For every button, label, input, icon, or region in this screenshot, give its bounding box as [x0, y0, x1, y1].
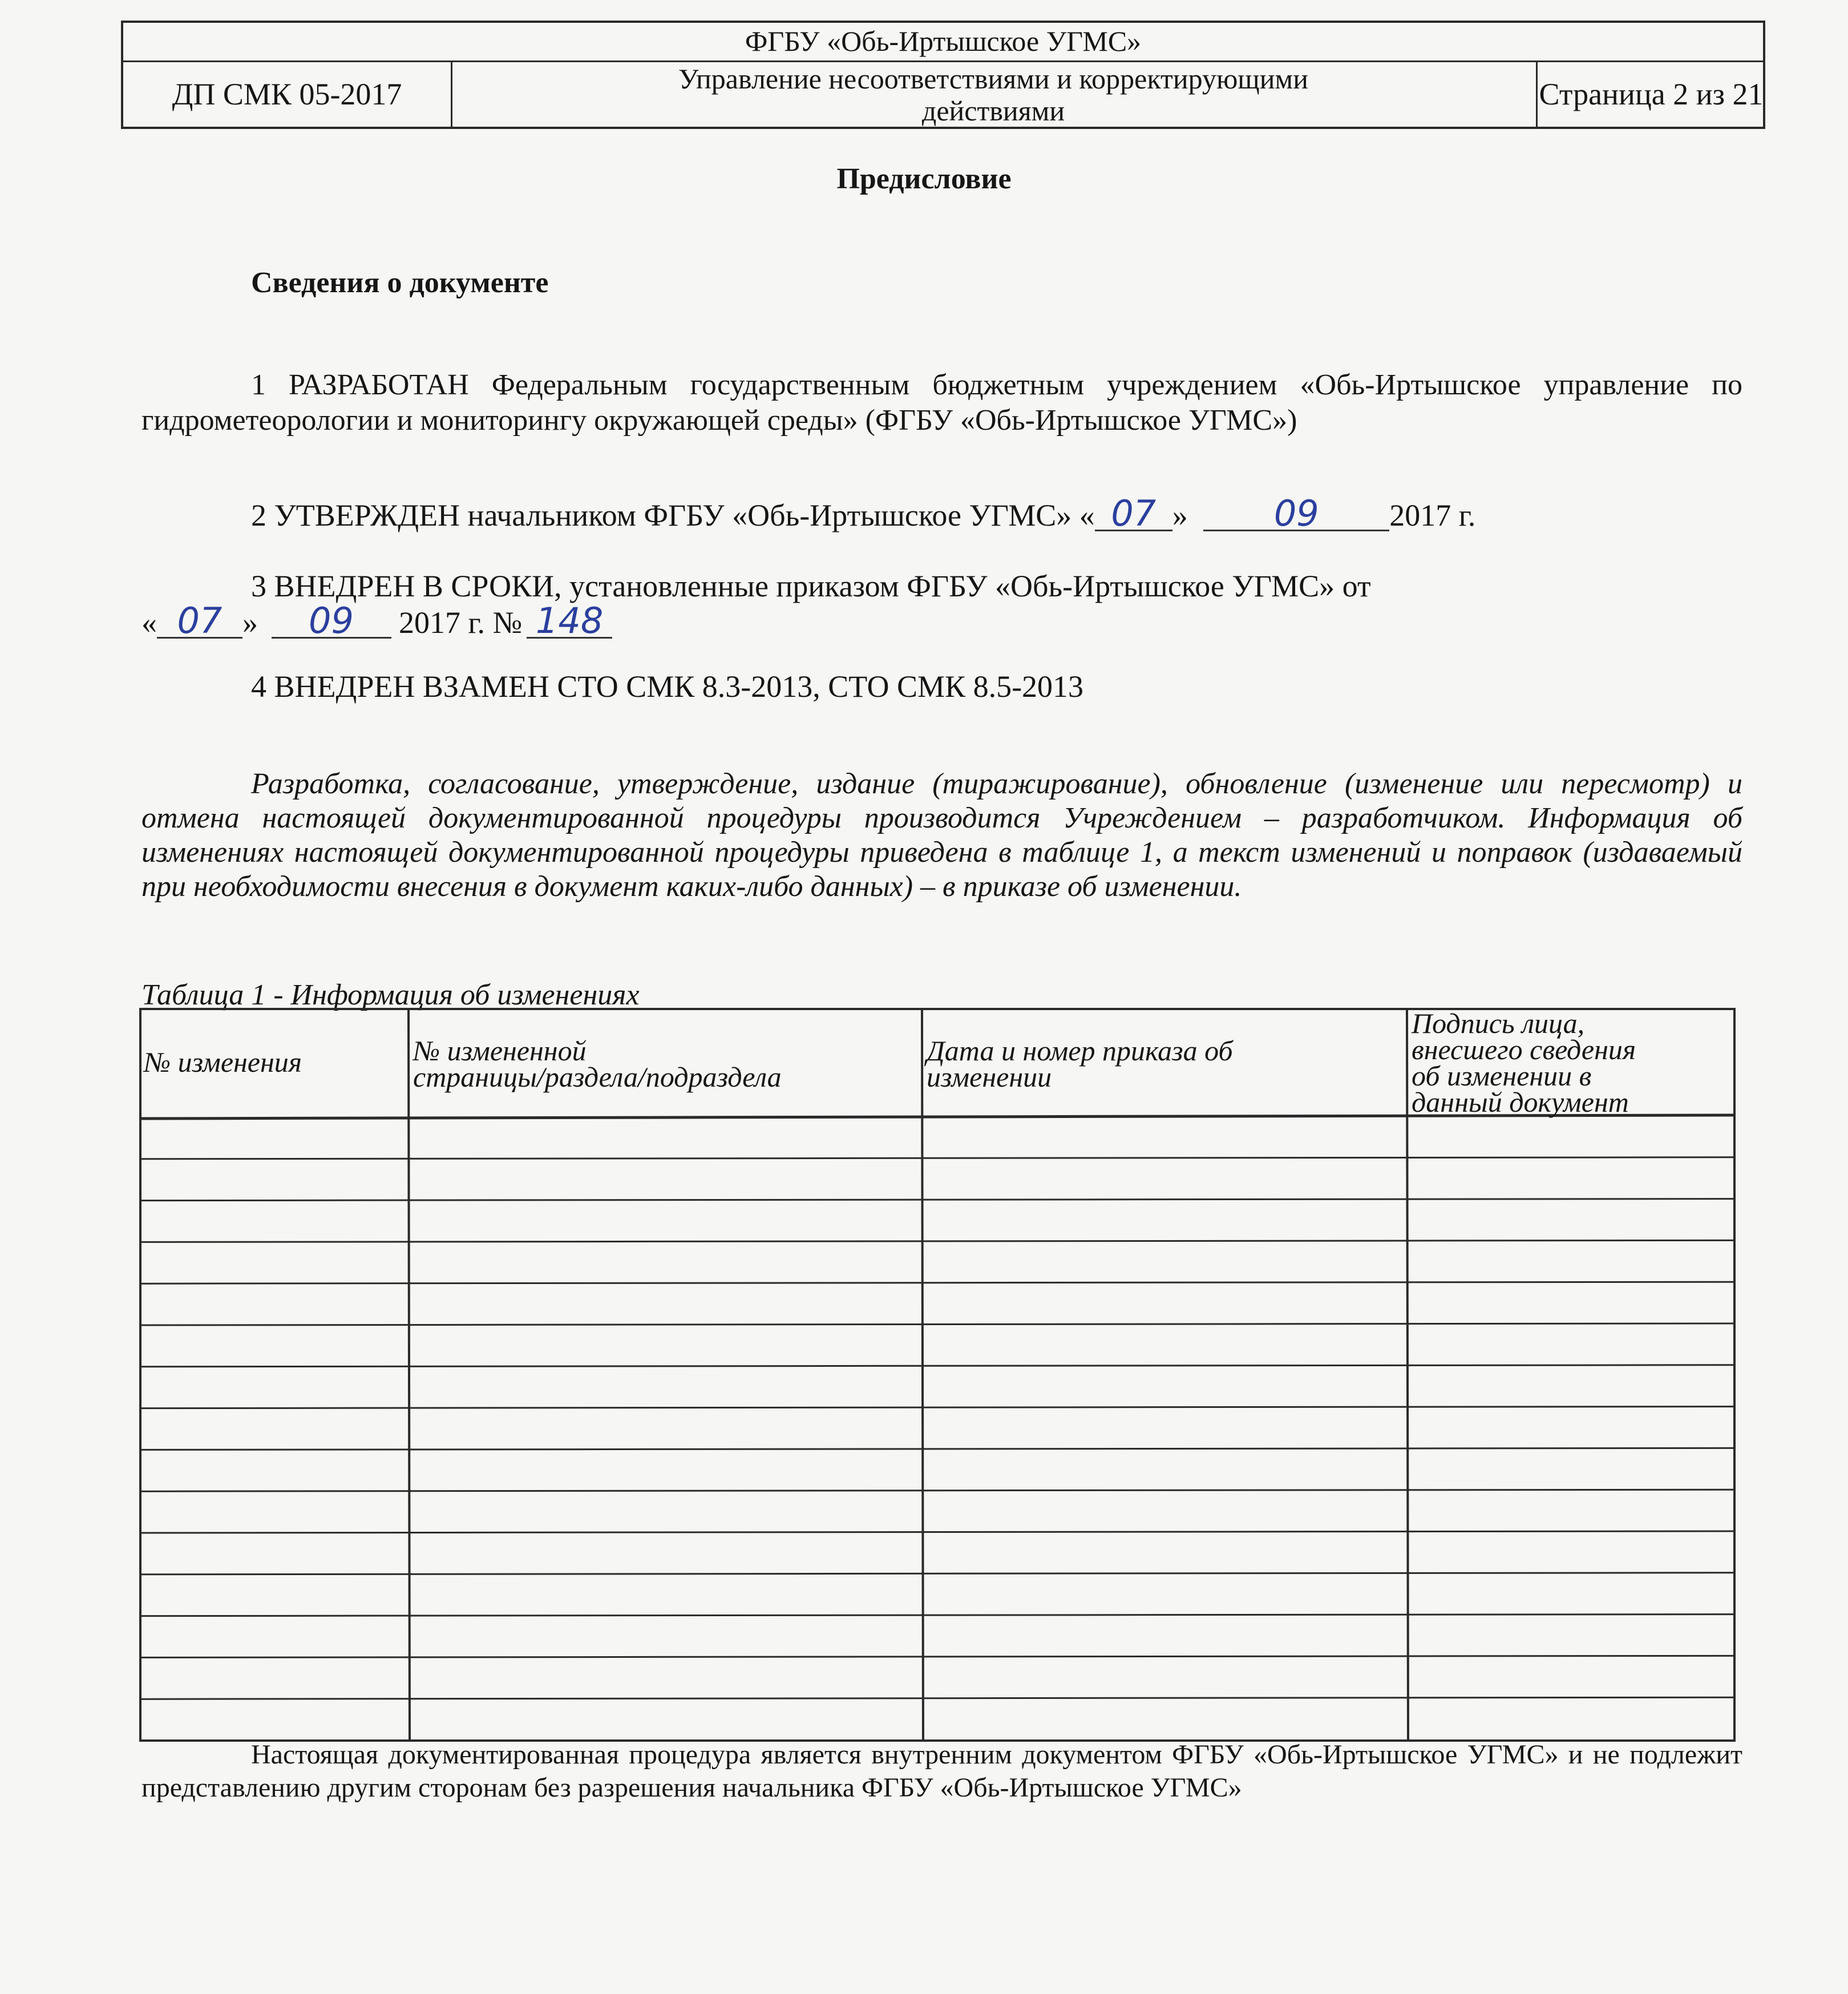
implemented-month-handwritten: 09	[272, 605, 391, 639]
preface-title: Предисловие	[836, 163, 1012, 195]
table-row-divider	[140, 1365, 1734, 1367]
col-header-signature-line1: Подпись лица,	[1412, 1007, 1585, 1039]
approved-month-handwritten: 09	[1203, 498, 1389, 531]
table-caption: Таблица 1 - Информация об изменениях	[141, 979, 640, 1011]
revision-info-text: Разработка, согласование, утверждение, издание (тиражирование), обновление (изменение или пересмотр) и отмена настоящей документированной процедуры производится Учреждением – разработчиком. Информация об изменениях настоящей документированной процедуры приведена в таблице 1, а текст изменений и поправок (издаваемый при необходимости внесения в документ каких-либо данных) – в приказе об изменении.	[141, 768, 1742, 903]
col-header-changed-page	[413, 1035, 782, 1093]
item-replaces: 4 ВНЕДРЕН ВЗАМЕН СТО СМК 8.3-2013, СТО СМК 8.5-2013	[251, 669, 1084, 704]
table-row-divider	[140, 1531, 1734, 1533]
col-header-changed-page-line1: № измененной	[413, 1035, 587, 1067]
col-header-order-date	[927, 1035, 1233, 1093]
header-doc-title-line2: действиями	[921, 95, 1065, 127]
table-row-divider	[140, 1490, 1734, 1491]
table-row-divider	[140, 1407, 1734, 1408]
closing-paragraph	[141, 1738, 1742, 1805]
col-header-signature-line4: данный документ	[1412, 1086, 1629, 1118]
item-approved-mid: »	[1172, 498, 1188, 532]
table-row-divider	[140, 1614, 1734, 1616]
item-implemented-line2	[141, 600, 612, 641]
document-header	[121, 21, 1765, 129]
implemented-open-quote: «	[141, 606, 157, 640]
col-header-signature-line2: внесшего сведения	[1412, 1034, 1636, 1065]
col-header-change-number: № изменения	[144, 1046, 302, 1078]
changes-table	[139, 1008, 1737, 1742]
table-row-divider	[140, 1240, 1734, 1242]
table-row-divider	[140, 1448, 1734, 1450]
header-doc-title	[451, 60, 1536, 129]
changes-table-grid	[139, 1008, 1737, 1744]
table-col-divider-3	[1407, 1009, 1408, 1741]
implemented-number-label: №	[492, 606, 523, 640]
header-doc-title-line1: Управление несоответствиями и корректирующими	[678, 63, 1308, 95]
table-row-divider	[140, 1282, 1734, 1283]
info-heading: Сведения о документе	[251, 267, 549, 299]
col-header-changed-page-line2: страницы/раздела/подраздела	[413, 1061, 782, 1093]
table-row-divider	[140, 1573, 1734, 1575]
header-doc-code: ДП СМК 05-2017	[123, 60, 452, 129]
item-implemented-line1: 3 ВНЕДРЕН В СРОКИ, установленные приказом ФГБУ «Обь-Иртышское УГМС» от	[251, 569, 1371, 603]
col-header-order-date-line2: изменении	[927, 1061, 1052, 1093]
implemented-day-handwritten: 07	[157, 605, 242, 639]
table-row-divider	[140, 1323, 1734, 1325]
closing-text: Настоящая документированная процедура является внутренним документом ФГБУ «Обь-Иртышское УГМС» и не подлежит представлению другим сторонам без разрешения начальника ФГБУ «Обь-Иртышское УГМС»	[141, 1739, 1742, 1803]
col-header-signature-line3: об изменении в	[1412, 1060, 1592, 1092]
table-row-divider	[140, 1697, 1734, 1699]
implemented-order-number-handwritten: 148	[527, 605, 612, 639]
approved-day-handwritten: 07	[1095, 498, 1172, 531]
table-row-divider	[140, 1157, 1734, 1159]
col-header-signature	[1412, 1007, 1636, 1118]
implemented-year: 2017 г.	[399, 606, 486, 640]
table-row-divider	[140, 1656, 1734, 1657]
header-organization: ФГБУ «Обь-Иртышское УГМС»	[123, 23, 1763, 62]
table-row-divider	[140, 1199, 1734, 1201]
item-developed-text: 1 РАЗРАБОТАН Федеральным государственным бюджетным учреждением «Обь-Иртышское управление по гидрометеорологии и мониторингу окружающей среды» (ФГБУ «Обь-Иртышское УГМС»)	[141, 369, 1742, 437]
item-developed	[141, 368, 1742, 438]
item-approved-prefix: 2 УТВЕРЖДЕН начальником ФГБУ «Обь-Иртышское УГМС» «	[251, 498, 1095, 532]
table-col-divider-2	[922, 1009, 923, 1741]
col-header-order-date-line1: Дата и номер приказа об	[927, 1035, 1233, 1067]
header-page-info: Страница 2 из 21	[1536, 60, 1765, 129]
revision-info-paragraph	[141, 767, 1742, 904]
item-approved-suffix: 2017 г.	[1389, 498, 1476, 532]
implemented-close-quote: »	[242, 606, 258, 640]
item-approved	[251, 493, 1476, 534]
